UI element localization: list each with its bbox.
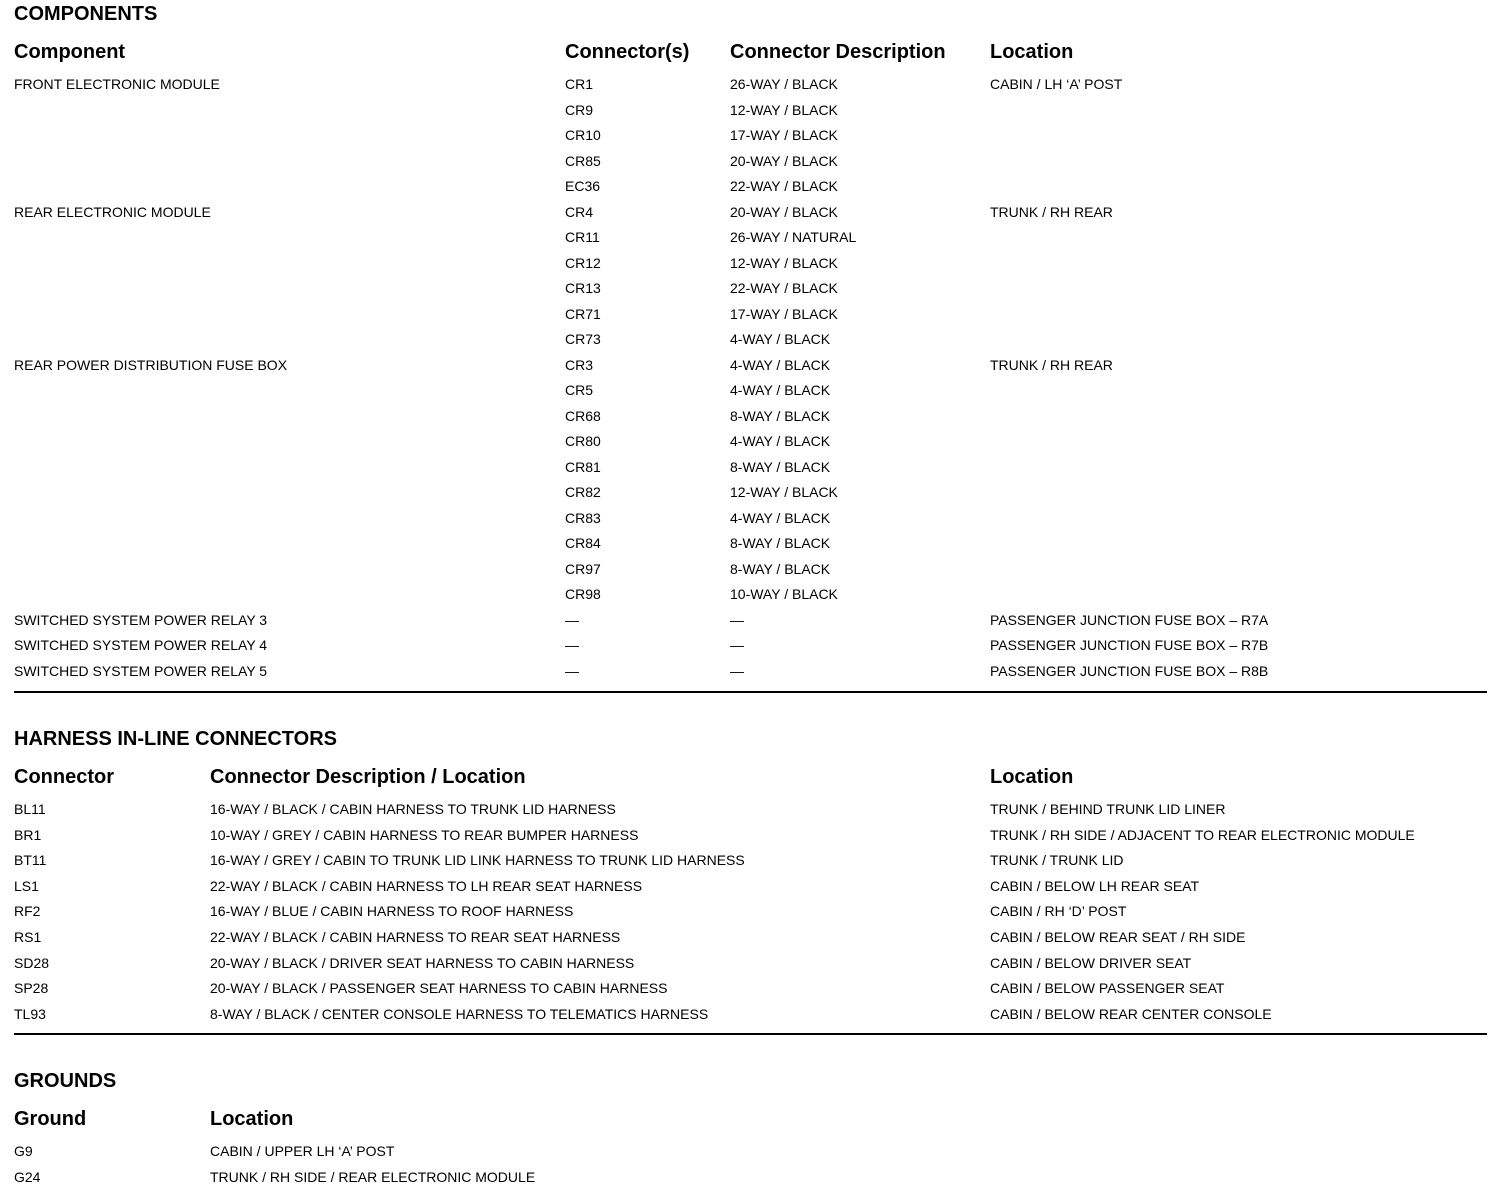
connector-id: RF2 bbox=[14, 903, 41, 920]
table-row bbox=[0, 979, 1504, 1005]
connector-description: 4-WAY / BLACK bbox=[730, 382, 831, 398]
connector-description: 4-WAY / BLACK bbox=[730, 509, 831, 526]
table-row bbox=[0, 407, 1504, 433]
connector-description: 20-WAY / BLACK bbox=[730, 203, 838, 220]
component-location: CABIN / LH ‘A’ POST bbox=[990, 76, 1123, 92]
connector-id: BL11 bbox=[14, 801, 46, 817]
table-row bbox=[0, 381, 1504, 407]
table-row bbox=[0, 458, 1504, 484]
connector-description: 8-WAY / BLACK / CENTER CONSOLE HARNESS TO TELEMATICS HARNESS bbox=[210, 1005, 709, 1022]
section-divider bbox=[14, 691, 1487, 693]
table-row bbox=[0, 432, 1504, 458]
connector-description: 17-WAY / BLACK bbox=[730, 127, 838, 143]
table-row bbox=[0, 101, 1504, 127]
connector-description: 12-WAY / BLACK bbox=[730, 254, 838, 271]
connector-id: CR12 bbox=[565, 254, 601, 271]
connector-id: CR73 bbox=[565, 331, 601, 347]
ground-id: G9 bbox=[14, 1143, 33, 1159]
connector-description: 16-WAY / BLACK / CABIN HARNESS TO TRUNK LID HARNESS bbox=[210, 801, 616, 817]
harness-header-connector: Connector bbox=[14, 766, 114, 788]
connector-id: TL93 bbox=[14, 1005, 46, 1022]
connector-description: 12-WAY / BLACK bbox=[730, 484, 838, 500]
connector-id: CR9 bbox=[565, 101, 594, 118]
connector-id: CR68 bbox=[565, 407, 601, 424]
table-row bbox=[0, 662, 1504, 688]
ground-location: CABIN / UPPER LH ‘A’ POST bbox=[210, 1143, 395, 1159]
connector-id: BT11 bbox=[14, 852, 47, 869]
table-row bbox=[0, 826, 1504, 852]
table-row bbox=[0, 483, 1504, 509]
components-section-title: COMPONENTS bbox=[14, 3, 158, 25]
connector-description: 26-WAY / BLACK bbox=[730, 76, 838, 92]
connector-description: 8-WAY / BLACK bbox=[730, 458, 831, 475]
table-row bbox=[0, 534, 1504, 560]
connector-id: CR13 bbox=[565, 280, 601, 296]
table-row bbox=[0, 254, 1504, 280]
component-location: PASSENGER JUNCTION FUSE BOX – R8B bbox=[990, 662, 1269, 679]
table-row bbox=[0, 800, 1504, 826]
connector-description: 4-WAY / BLACK bbox=[730, 433, 831, 449]
connector-location: TRUNK / BEHIND TRUNK LID LINER bbox=[990, 801, 1226, 817]
components-header-description: Connector Description bbox=[730, 41, 946, 63]
connector-id: BR1 bbox=[14, 826, 42, 843]
ground-location: TRUNK / RH SIDE / REAR ELECTRONIC MODULE bbox=[210, 1168, 536, 1185]
table-row bbox=[0, 177, 1504, 203]
connector-description: 22-WAY / BLACK / CABIN HARNESS TO REAR SEAT HARNESS bbox=[210, 929, 621, 945]
component-name: FRONT ELECTRONIC MODULE bbox=[14, 76, 220, 92]
table-row bbox=[0, 928, 1504, 954]
connector-id: — bbox=[565, 662, 579, 679]
connector-id: CR82 bbox=[565, 484, 601, 500]
component-location: PASSENGER JUNCTION FUSE BOX – R7A bbox=[990, 611, 1269, 628]
connector-description: 20-WAY / BLACK / DRIVER SEAT HARNESS TO CABIN HARNESS bbox=[210, 954, 635, 971]
component-name: SWITCHED SYSTEM POWER RELAY 4 bbox=[14, 637, 268, 653]
connector-description: 8-WAY / BLACK bbox=[730, 407, 831, 424]
connector-description: 4-WAY / BLACK bbox=[730, 356, 831, 373]
connector-description: — bbox=[730, 637, 744, 653]
component-name: SWITCHED SYSTEM POWER RELAY 5 bbox=[14, 662, 268, 679]
connector-description: 10-WAY / BLACK bbox=[730, 586, 838, 602]
components-header-component: Component bbox=[14, 41, 126, 63]
table-row bbox=[0, 611, 1504, 637]
connector-id: CR5 bbox=[565, 382, 594, 398]
connector-id: SD28 bbox=[14, 954, 50, 971]
table-row bbox=[0, 954, 1504, 980]
connector-description: 16-WAY / GREY / CABIN TO TRUNK LID LINK HARNESS TO TRUNK LID HARNESS bbox=[210, 852, 745, 869]
table-row bbox=[0, 902, 1504, 928]
connector-location: CABIN / RH ‘D’ POST bbox=[990, 903, 1127, 920]
connector-id: CR81 bbox=[565, 458, 601, 475]
connector-description: — bbox=[730, 662, 744, 679]
table-row bbox=[0, 509, 1504, 535]
table-row bbox=[0, 851, 1504, 877]
connector-id: CR10 bbox=[565, 127, 601, 143]
connector-id: EC36 bbox=[565, 178, 601, 194]
connector-description: 20-WAY / BLACK bbox=[730, 152, 838, 169]
connector-id: — bbox=[565, 611, 579, 628]
table-row bbox=[0, 877, 1504, 903]
connector-id: SP28 bbox=[14, 980, 49, 997]
grounds-section-title: GROUNDS bbox=[14, 1070, 117, 1092]
table-row bbox=[0, 152, 1504, 178]
connector-id: CR97 bbox=[565, 560, 601, 577]
table-row bbox=[0, 1005, 1504, 1031]
table-row bbox=[0, 636, 1504, 662]
connector-description: 16-WAY / BLUE / CABIN HARNESS TO ROOF HARNESS bbox=[210, 903, 574, 920]
ground-id: G24 bbox=[14, 1168, 41, 1185]
table-row bbox=[0, 560, 1504, 586]
connector-description: 22-WAY / BLACK bbox=[730, 178, 838, 194]
connector-description: 8-WAY / BLACK bbox=[730, 560, 831, 577]
connector-id: CR1 bbox=[565, 76, 594, 92]
connector-location: CABIN / BELOW PASSENGER SEAT bbox=[990, 980, 1225, 997]
connector-id: RS1 bbox=[14, 929, 42, 945]
connector-id: CR84 bbox=[565, 535, 601, 551]
table-row bbox=[0, 1168, 1504, 1194]
connector-location: TRUNK / RH SIDE / ADJACENT TO REAR ELECTRONIC MODULE bbox=[990, 826, 1415, 843]
connector-id: CR11 bbox=[565, 229, 600, 245]
connector-description: — bbox=[730, 611, 744, 628]
connector-description: 17-WAY / BLACK bbox=[730, 305, 838, 322]
table-row bbox=[0, 126, 1504, 152]
connector-id: CR80 bbox=[565, 433, 601, 449]
components-header-connectors: Connector(s) bbox=[565, 41, 690, 63]
connector-description: 22-WAY / BLACK bbox=[730, 280, 838, 296]
harness-section-title: HARNESS IN-LINE CONNECTORS bbox=[14, 728, 337, 750]
grounds-header-location: Location bbox=[210, 1108, 294, 1130]
connector-description: 10-WAY / GREY / CABIN HARNESS TO REAR BUMPER HARNESS bbox=[210, 826, 639, 843]
connector-location: TRUNK / TRUNK LID bbox=[990, 852, 1124, 869]
connector-description: 22-WAY / BLACK / CABIN HARNESS TO LH REAR SEAT HARNESS bbox=[210, 877, 643, 894]
connector-id: LS1 bbox=[14, 877, 39, 894]
component-location: TRUNK / RH REAR bbox=[990, 356, 1113, 373]
table-row bbox=[0, 356, 1504, 382]
connector-id: CR83 bbox=[565, 509, 601, 526]
table-row bbox=[0, 330, 1504, 356]
component-name: SWITCHED SYSTEM POWER RELAY 3 bbox=[14, 611, 268, 628]
connector-id: — bbox=[565, 637, 579, 653]
connector-id: CR98 bbox=[565, 586, 601, 602]
table-row bbox=[0, 585, 1504, 611]
connector-id: CR4 bbox=[565, 203, 594, 220]
component-location: PASSENGER JUNCTION FUSE BOX – R7B bbox=[990, 637, 1269, 653]
connector-location: CABIN / BELOW REAR CENTER CONSOLE bbox=[990, 1005, 1272, 1022]
components-header-location: Location bbox=[990, 41, 1074, 63]
connector-description: 8-WAY / BLACK bbox=[730, 535, 831, 551]
connector-description: 4-WAY / BLACK bbox=[730, 331, 831, 347]
connector-location: CABIN / BELOW REAR SEAT / RH SIDE bbox=[990, 929, 1246, 945]
connector-id: CR85 bbox=[565, 152, 601, 169]
table-row bbox=[0, 1142, 1504, 1168]
connector-location: CABIN / BELOW DRIVER SEAT bbox=[990, 954, 1192, 971]
section-divider bbox=[14, 1033, 1487, 1035]
connector-description: 12-WAY / BLACK bbox=[730, 101, 838, 118]
connector-description: 26-WAY / NATURAL bbox=[730, 229, 857, 245]
connector-location: CABIN / BELOW LH REAR SEAT bbox=[990, 877, 1200, 894]
connector-id: CR71 bbox=[565, 305, 601, 322]
component-location: TRUNK / RH REAR bbox=[990, 203, 1113, 220]
harness-header-description: Connector Description / Location bbox=[210, 766, 526, 788]
table-row bbox=[0, 203, 1504, 229]
connector-description: 20-WAY / BLACK / PASSENGER SEAT HARNESS TO CABIN HARNESS bbox=[210, 980, 668, 997]
table-row bbox=[0, 228, 1504, 254]
table-row bbox=[0, 279, 1504, 305]
component-name: REAR ELECTRONIC MODULE bbox=[14, 203, 211, 220]
connector-id: CR3 bbox=[565, 356, 594, 373]
grounds-header-ground: Ground bbox=[14, 1108, 87, 1130]
table-row bbox=[0, 305, 1504, 331]
component-name: REAR POWER DISTRIBUTION FUSE BOX bbox=[14, 356, 288, 373]
harness-header-location: Location bbox=[990, 766, 1074, 788]
table-row bbox=[0, 75, 1504, 101]
